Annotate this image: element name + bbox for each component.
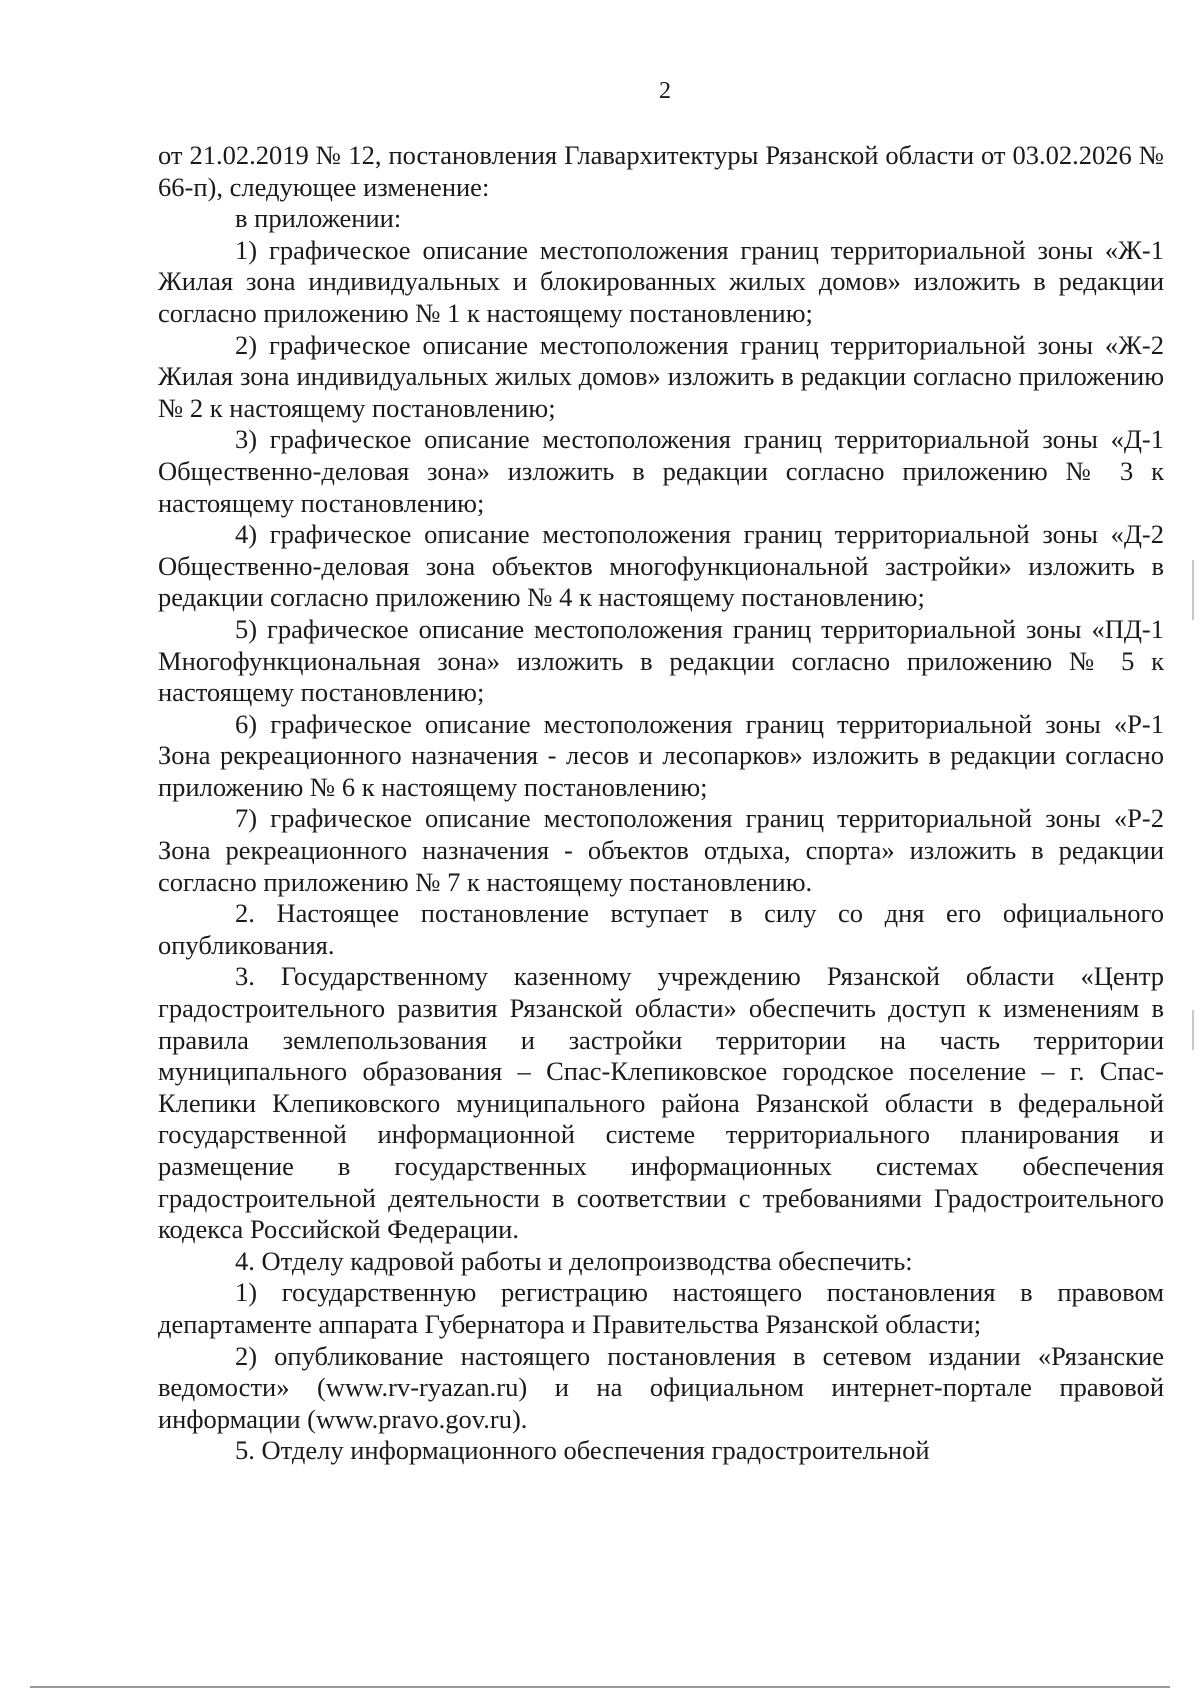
- paragraph-intro: от 21.02.2019 № 12, постановления Главархитектуры Рязанской области от 03.02.2026 № 66-п), следующее изменение:: [158, 140, 1164, 202]
- document-body: [158, 140, 1164, 1467]
- scan-edge-mark: [1192, 1010, 1194, 1050]
- page-number: 2: [659, 78, 671, 104]
- paragraph-appendix-heading: в приложении:: [235, 203, 402, 234]
- scan-bottom-rule: [30, 1686, 1170, 1688]
- paragraph-item-r1: 6) графическое описание местоположения границ территориальной зоны «Р-1 Зона рекреационного назначения - лесов и лесопарков» изложить в редакции согласно приложению № 6 к настоящему постановлению;: [158, 708, 1164, 802]
- paragraph-clause-5: 5. Отделу информационного обеспечения градостроительной: [235, 1435, 930, 1466]
- paragraph-item-zh2: 2) графическое описание местоположения границ территориальной зоны «Ж-2 Жилая зона индивидуальных жилых домов» изложить в редакции согласно приложению № 2 к настоящему постановлению;: [158, 329, 1164, 423]
- paragraph-item-zh1: 1) графическое описание местоположения границ территориальной зоны «Ж-1 Жилая зона индивидуальных и блокированных жилых домов» изложить в редакции согласно приложению № 1 к настоящему постановлению;: [158, 234, 1164, 328]
- paragraph-item-d1: 3) графическое описание местоположения границ территориальной зоны «Д-1 Общественно-деловая зона» изложить в редакции согласно приложению № 3 к настоящему постановлению;: [158, 424, 1164, 518]
- paragraph-clause-3: 3. Государственному казенному учреждению Рязанской области «Центр градостроительного развития Рязанской области» обеспечить доступ к изменениям в правила землепользования и застройки территории на часть территории муниципального образования – Спас-Клепиковское городское поселение – г. Спас-Клепики Клепиковского муниципального района Рязанской области в федеральной государственной информационной системе территориального планирования и размещение в государственных информационных системах обеспечения градостроительной деятельности в соответствии с требованиями Градостроительного кодекса Российской Федерации.: [158, 961, 1164, 1245]
- paragraph-item-d2: 4) графическое описание местоположения границ территориальной зоны «Д-2 Общественно-деловая зона объектов многофункциональной застройки» изложить в редакции согласно приложению № 4 к настоящему постановлению;: [158, 519, 1164, 613]
- paragraph-clause-2: 2. Настоящее постановление вступает в силу со дня его официального опубликования.: [158, 898, 1164, 960]
- paragraph-item-r2: 7) графическое описание местоположения границ территориальной зоны «Р-2 Зона рекреационного назначения - объектов отдыха, спорта» изложить в редакции согласно приложению № 7 к настоящему постановлению.: [158, 803, 1164, 897]
- paragraph-item-pd1: 5) графическое описание местоположения границ территориальной зоны «ПД-1 Многофункциональная зона» изложить в редакции согласно приложению № 5 к настоящему постановлению;: [158, 613, 1164, 708]
- paragraph-clause-4-item-2: 2) опубликование настоящего постановления в сетевом издании «Рязанские ведомости» (www.rv-ryazan.ru) и на официальном интернет-портале правовой информации (www.pravo.gov.ru).: [158, 1340, 1164, 1434]
- paragraph-clause-4: 4. Отделу кадровой работы и делопроизводства обеспечить:: [235, 1245, 913, 1276]
- scan-edge-mark: [1192, 560, 1194, 620]
- paragraph-clause-4-item-1: 1) государственную регистрацию настоящего постановления в правовом департаменте аппарата Губернатора и Правительства Рязанской области;: [158, 1277, 1164, 1339]
